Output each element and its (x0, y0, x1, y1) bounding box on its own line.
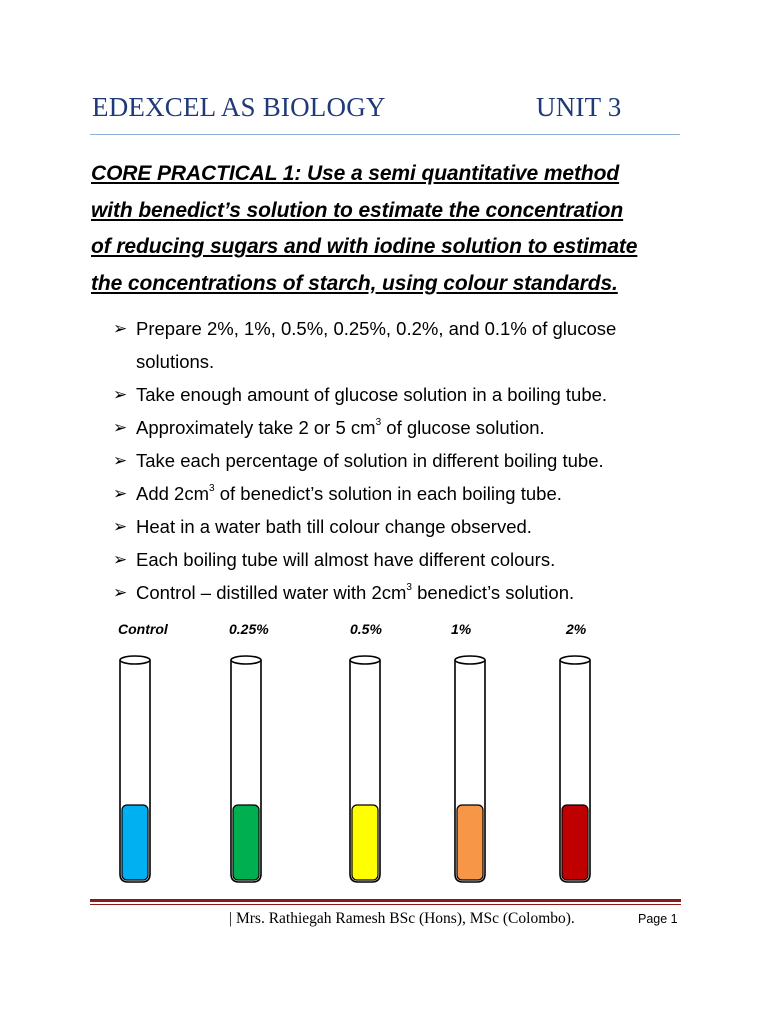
tube-rim (560, 656, 590, 664)
tube-rim (455, 656, 485, 664)
tube-body (560, 660, 590, 882)
course-title: EDEXCEL AS BIOLOGY (92, 92, 386, 122)
tube-label-2: 2% (566, 621, 587, 637)
arrow-bullet-icon: ➢ (113, 550, 128, 569)
list-item: ➢ Add $2cm^3$ of benedict’s solution in each boiling tube. (113, 477, 713, 510)
list-item: ➢ Prepare 2%, 1%, 0.5%, 0.25%, 0.2%, and 0.1% of glucose solutions. (113, 312, 713, 378)
arrow-bullet-icon: ➢ (113, 418, 128, 437)
test-tube (231, 656, 261, 882)
tube-rim (231, 656, 261, 664)
tube-label-1: 1% (451, 621, 472, 637)
tube-solution (352, 805, 378, 880)
procedure-list (113, 312, 713, 609)
tube-rim (350, 656, 380, 664)
tube-rim (120, 656, 150, 664)
footer-divider (90, 904, 681, 905)
arrow-bullet-icon: ➢ (113, 484, 128, 503)
test-tube (455, 656, 485, 882)
heading-line: CORE PRACTICAL 1: Use a semi quantitative method (91, 162, 620, 185)
page-number: Page 1 (638, 912, 678, 926)
header-divider (90, 134, 680, 135)
test-tube (560, 656, 590, 882)
tube-label-control: Control (118, 621, 168, 637)
tube-body (455, 660, 485, 882)
practical-heading (91, 156, 681, 302)
list-item: ➢ Take each percentage of solution in different boiling tube. (113, 444, 713, 477)
tube-body (120, 660, 150, 882)
footer-divider (90, 899, 681, 902)
tube-body (231, 660, 261, 882)
tube-label-0-25: 0.25% (229, 621, 269, 637)
heading-line: the concentrations of starch, using colour standards. (91, 271, 618, 295)
unit-title: UNIT 3 (536, 92, 622, 122)
tube-solution (233, 805, 259, 880)
heading-line: with benedict’s solution to estimate the concentration (91, 198, 624, 222)
tube-solution (122, 805, 148, 880)
list-item: ➢ Approximately take 2 or 5 $cm^3$ of glucose solution. (113, 411, 713, 444)
arrow-bullet-icon: ➢ (113, 385, 128, 404)
heading-line: of reducing sugars and with iodine solution to estimate (91, 235, 638, 258)
list-item: ➢ Heat in a water bath till colour change observed. (113, 510, 713, 543)
tube-solution (562, 805, 588, 880)
tube-solution (457, 805, 483, 880)
arrow-bullet-icon: ➢ (113, 583, 128, 602)
tube-label-0-5: 0.5% (350, 621, 382, 637)
arrow-bullet-icon: ➢ (113, 319, 128, 338)
test-tube (120, 656, 150, 882)
test-tube (350, 656, 380, 882)
list-item: ➢ Control – distilled water with $2cm^3$ benedict’s solution. (113, 576, 713, 609)
arrow-bullet-icon: ➢ (113, 451, 128, 470)
tube-body (350, 660, 380, 882)
list-item: ➢ Each boiling tube will almost have different colours. (113, 543, 713, 576)
list-item: ➢ Take enough amount of glucose solution in a boiling tube. (113, 378, 713, 411)
arrow-bullet-icon: ➢ (113, 517, 128, 536)
footer-author: | Mrs. Rathiegah Ramesh BSc (Hons), MSc (Colombo). (229, 910, 575, 927)
